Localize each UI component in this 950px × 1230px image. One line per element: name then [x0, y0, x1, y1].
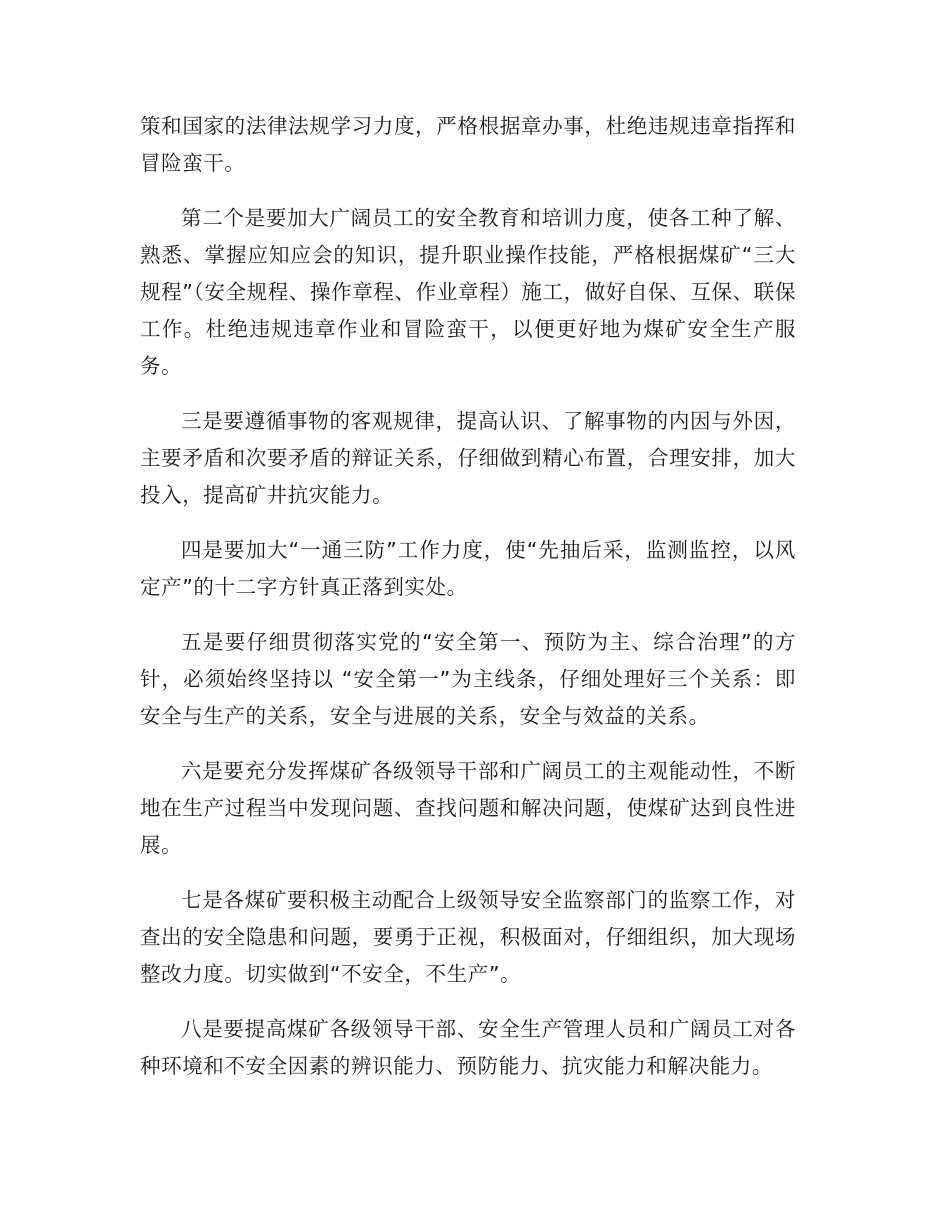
paragraph-item-8: 八是要提高煤矿各级领导干部、安全生产管理人员和广阔员工对各种环境和不安全因素的辨识能力、预防能力、抗灾能力和解决能力。: [140, 1017, 796, 1078]
paragraph-continuation: 策和国家的法律法规学习力度，严格根据章办事，杜绝违规违章指挥和冒险蛮干。: [140, 114, 796, 175]
paragraph-item-4: 四是要加大“一通三防”工作力度，使“先抽后采，监测监控，以风定产”的十二字方针真正落到实处。: [140, 538, 796, 599]
paragraph-item-5: 五是要仔细贯彻落实党的“安全第一、预防为主、综合治理”的方针，必须始终坚持以 “安全第一”为主线条，仔细处理好三个关系：即安全与生产的关系，安全与进展的关系，安全与效益的关系。: [140, 630, 796, 728]
paragraph-item-3: 三是要遵循事物的客观规律，提高认识、了解事物的内因与外因，主要矛盾和次要矛盾的辩证关系，仔细做到精心布置，合理安排，加大投入，提高矿井抗灾能力。: [140, 409, 796, 507]
paragraph-item-7: 七是各煤矿要积极主动配合上级领导安全监察部门的监察工作，对查出的安全隐患和问题，要勇于正视，积极面对，仔细组织，加大现场整改力度。切实做到“不安全，不生产”。: [140, 888, 796, 986]
document-body: [140, 108, 796, 1103]
paragraph-item-6: 六是要充分发挥煤矿各级领导干部和广阔员工的主观能动性，不断地在生产过程当中发现问题、查找问题和解决问题，使煤矿达到良性进展。: [140, 759, 796, 857]
paragraph-item-2: 第二个是要加大广阔员工的安全教育和培训力度，使各工种了解、熟悉、掌握应知应会的知识，提升职业操作技能，严格根据煤矿“三大规程”（安全规程、操作章程、作业章程）施工，做好自保、互保、联保工作。杜绝违规违章作业和冒险蛮干，以便更好地为煤矿安全生产服务。: [140, 206, 796, 378]
